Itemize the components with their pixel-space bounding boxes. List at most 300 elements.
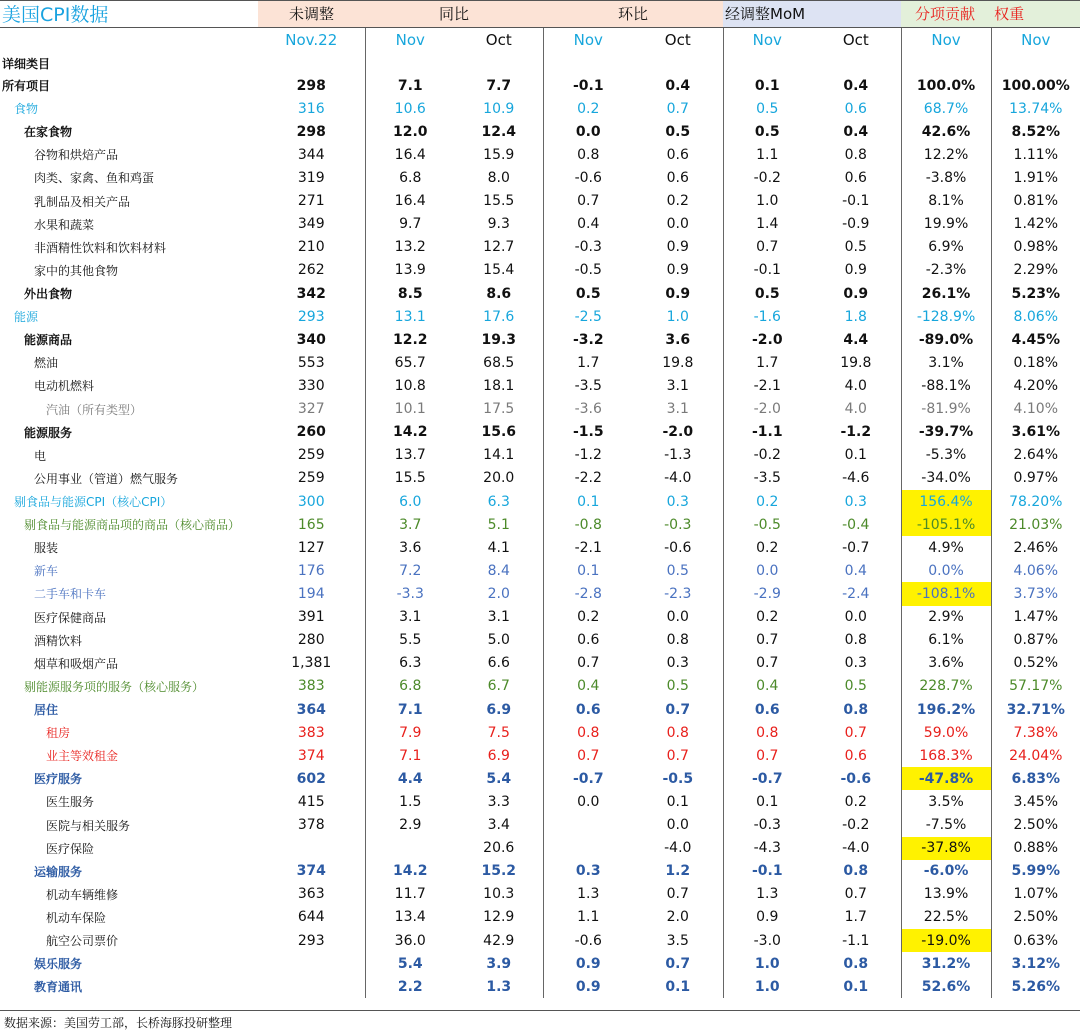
cell-mom-nov: 0.1 xyxy=(543,559,633,582)
cell-weight-nov: 2.46% xyxy=(991,536,1080,559)
row-label: 肉类、家禽、鱼和鸡蛋 xyxy=(34,171,155,186)
cell-weight-nov: 1.11% xyxy=(991,143,1080,166)
cell-sa-nov: -2.1 xyxy=(723,374,811,397)
cell-sa-oct: 0.1 xyxy=(844,447,867,464)
cell-sa-nov: 0.0 xyxy=(723,559,811,582)
cell-sa-nov: -1.6 xyxy=(723,305,811,328)
cell-contrib-nov: 12.2% xyxy=(901,143,991,166)
cell-sa-oct: 0.1 xyxy=(843,978,869,995)
cell-contrib-nov: -128.9% xyxy=(901,305,991,328)
cell-mom-nov: 0.2 xyxy=(543,606,633,629)
cell-mom-nov: -0.6 xyxy=(543,166,633,189)
row-label: 烟草和吸烟产品 xyxy=(34,656,119,671)
cell-mom-nov: 1.3 xyxy=(543,883,633,906)
cell-contrib-nov: 0.0% xyxy=(901,559,991,582)
row-label: 电 xyxy=(34,448,47,463)
cell-unadj: 127 xyxy=(297,539,325,556)
cell-mom-oct: 0.7 xyxy=(665,701,691,718)
cell-unadj: 260 xyxy=(296,424,326,441)
cell-weight-nov: 2.50% xyxy=(991,814,1080,837)
cell-yoy-oct: 5.4 xyxy=(486,770,512,787)
cell-yoy-nov: 3.6 xyxy=(365,536,455,559)
cell-yoy-nov: 6.0 xyxy=(365,490,455,513)
cell-sa-nov: 0.9 xyxy=(723,906,811,929)
cell-yoy-nov: 13.1 xyxy=(365,305,455,328)
cell-mom-nov: 0.2 xyxy=(543,97,633,120)
cell-yoy-oct: 2.0 xyxy=(487,585,510,602)
table-row xyxy=(0,190,1080,213)
cell-mom-oct: 0.3 xyxy=(666,493,689,510)
cell-unadj: 330 xyxy=(297,377,325,394)
cell-weight-nov: 6.83% xyxy=(991,767,1080,790)
header-weight: 权重 xyxy=(994,5,1025,23)
cell-unadj: 259 xyxy=(297,447,325,464)
cell-yoy-oct: 6.6 xyxy=(487,655,510,672)
header-unadj: 未调整 xyxy=(258,0,365,28)
cell-yoy-nov: 1.5 xyxy=(365,790,455,813)
subheader-mom-nov: Nov xyxy=(543,28,633,53)
cell-mom-nov: 0.9 xyxy=(543,975,633,998)
cell-contrib-nov: 3.6% xyxy=(901,652,991,675)
table-row xyxy=(0,744,1080,767)
cell-unadj: 391 xyxy=(297,609,325,626)
cell-sa-nov: -3.0 xyxy=(723,929,811,952)
cell-contrib-nov: 13.9% xyxy=(901,883,991,906)
row-label: 家中的其他食物 xyxy=(34,263,119,278)
cell-weight-nov: 57.17% xyxy=(991,675,1080,698)
row-label: 医生服务 xyxy=(46,795,95,810)
cell-mom-oct: 0.9 xyxy=(666,262,689,279)
cell-weight-nov: 2.50% xyxy=(991,906,1080,929)
cell-mom-oct: -2.3 xyxy=(664,585,692,602)
cell-mom-oct: 0.5 xyxy=(666,562,689,579)
cell-yoy-oct: 17.5 xyxy=(483,401,515,418)
cell-yoy-nov: 10.1 xyxy=(365,398,455,421)
cell-sa-nov: -2.0 xyxy=(723,398,811,421)
table-row xyxy=(0,606,1080,629)
row-label: 在家食物 xyxy=(24,125,73,140)
cell-mom-nov: -0.3 xyxy=(543,236,633,259)
cell-mom-oct: 0.0 xyxy=(666,609,689,626)
cell-yoy-nov: 3.7 xyxy=(365,513,455,536)
cell-mom-nov: 0.6 xyxy=(543,698,633,721)
cell-contrib-nov: 3.1% xyxy=(901,351,991,374)
cell-sa-oct: 1.7 xyxy=(844,909,867,926)
cell-sa-oct: 0.4 xyxy=(843,123,869,140)
cell-contrib-nov: 59.0% xyxy=(901,721,991,744)
cell-contrib-nov: 42.6% xyxy=(901,120,991,143)
cell-mom-oct: 0.5 xyxy=(666,678,689,695)
cell-unadj: 298 xyxy=(296,77,326,94)
cell-weight-nov: 5.99% xyxy=(991,860,1080,883)
table-row xyxy=(0,837,1080,860)
cell-yoy-nov: 7.1 xyxy=(365,744,455,767)
row-label: 运输服务 xyxy=(34,864,83,879)
cell-yoy-oct: 17.6 xyxy=(483,308,515,325)
cell-weight-nov: 4.10% xyxy=(991,398,1080,421)
table-row xyxy=(0,929,1080,952)
cell-mom-oct: 0.7 xyxy=(666,886,689,903)
cell-yoy-oct: 12.9 xyxy=(483,909,515,926)
cell-weight-nov: 3.12% xyxy=(991,952,1080,975)
cell-mom-nov: 0.4 xyxy=(543,675,633,698)
cell-yoy-nov: 3.1 xyxy=(365,606,455,629)
cell-sa-nov: -2.0 xyxy=(723,328,811,351)
cell-mom-nov: -0.8 xyxy=(543,513,633,536)
cell-sa-nov: 0.7 xyxy=(723,744,811,767)
cell-sa-nov: -2.9 xyxy=(723,582,811,605)
cell-yoy-oct: 3.4 xyxy=(487,817,510,834)
row-label: 电动机燃料 xyxy=(34,379,95,394)
cell-yoy-nov: 15.5 xyxy=(365,467,455,490)
table-row xyxy=(0,721,1080,744)
cell-mom-oct: 0.0 xyxy=(666,817,689,834)
table-row xyxy=(0,213,1080,236)
cell-yoy-oct: 18.1 xyxy=(483,377,515,394)
cell-mom-oct: 0.6 xyxy=(666,146,689,163)
cell-sa-nov: -0.7 xyxy=(723,767,811,790)
cell-sa-nov: 0.2 xyxy=(723,606,811,629)
cell-weight-nov: 0.63% xyxy=(991,929,1080,952)
cell-mom-nov: 1.7 xyxy=(543,351,633,374)
cell-sa-oct: 0.8 xyxy=(843,955,869,972)
cell-weight-nov: 32.71% xyxy=(991,698,1080,721)
row-label: 外出食物 xyxy=(24,287,73,302)
cell-unadj: 165 xyxy=(297,516,325,533)
cell-weight-nov: 1.42% xyxy=(991,213,1080,236)
cell-sa-oct: -0.1 xyxy=(842,193,870,210)
cell-yoy-nov: 9.7 xyxy=(365,213,455,236)
cell-weight-nov: 2.64% xyxy=(991,444,1080,467)
cell-yoy-nov: 8.5 xyxy=(365,282,455,305)
cell-sa-nov: -0.1 xyxy=(723,259,811,282)
cell-mom-oct: 1.2 xyxy=(665,863,691,880)
cell-sa-nov: -1.1 xyxy=(723,421,811,444)
cell-unadj xyxy=(258,975,365,998)
cell-sa-oct: 0.8 xyxy=(844,146,867,163)
row-label: 能源 xyxy=(14,310,39,325)
cell-yoy-nov: 13.4 xyxy=(365,906,455,929)
cell-yoy-nov: 11.7 xyxy=(365,883,455,906)
cell-yoy-nov: 7.2 xyxy=(365,559,455,582)
cell-yoy-nov: 14.2 xyxy=(365,421,455,444)
table-row xyxy=(0,421,1080,444)
cell-unadj: 1,381 xyxy=(291,655,332,672)
row-label: 能源商品 xyxy=(24,333,73,348)
cell-yoy-oct: 10.3 xyxy=(483,886,515,903)
row-label: 教育通讯 xyxy=(34,980,83,995)
cell-mom-oct: 3.1 xyxy=(666,377,689,394)
subheader-unadj: Nov.22 xyxy=(285,31,338,49)
cell-contrib-nov: -2.3% xyxy=(901,259,991,282)
cell-unadj: 378 xyxy=(297,817,325,834)
cell-contrib-nov: -39.7% xyxy=(901,421,991,444)
cell-weight-nov: 5.23% xyxy=(991,282,1080,305)
table-row xyxy=(0,767,1080,790)
subheader-row xyxy=(0,28,1080,53)
cell-sa-nov: 1.3 xyxy=(723,883,811,906)
cell-mom-nov: -2.5 xyxy=(543,305,633,328)
cell-unadj: 176 xyxy=(297,562,325,579)
cell-weight-nov: 1.07% xyxy=(991,883,1080,906)
cell-unadj: 293 xyxy=(297,308,325,325)
cell-sa-nov: -0.3 xyxy=(723,814,811,837)
cell-yoy-nov: 2.2 xyxy=(365,975,455,998)
cell-contrib-nov: 3.5% xyxy=(901,790,991,813)
cell-mom-oct: 19.8 xyxy=(662,354,694,371)
table-row xyxy=(0,536,1080,559)
cell-sa-nov: -0.2 xyxy=(723,444,811,467)
cell-weight-nov: 0.88% xyxy=(991,837,1080,860)
cell-weight-nov: 2.29% xyxy=(991,259,1080,282)
cell-weight-nov: 0.98% xyxy=(991,236,1080,259)
cell-contrib-nov: 2.9% xyxy=(901,606,991,629)
cell-sa-oct: 0.9 xyxy=(844,262,867,279)
cell-sa-oct: -4.0 xyxy=(842,840,870,857)
cell-sa-nov: 0.1 xyxy=(723,74,811,97)
row-label: 乳制品及相关产品 xyxy=(34,194,131,209)
cell-yoy-nov: 16.4 xyxy=(365,190,455,213)
section-row xyxy=(0,52,1080,74)
cell-yoy-oct: 14.1 xyxy=(483,447,515,464)
cell-yoy-nov: 13.7 xyxy=(365,444,455,467)
cell-sa-nov: 0.7 xyxy=(723,652,811,675)
row-label: 机动车辆维修 xyxy=(46,887,119,902)
cell-yoy-nov: 10.6 xyxy=(365,97,455,120)
cell-mom-oct: 0.1 xyxy=(666,793,689,810)
cell-unadj: 553 xyxy=(297,354,325,371)
cell-sa-oct: 0.4 xyxy=(844,562,867,579)
table-row xyxy=(0,444,1080,467)
cell-contrib-nov: -5.3% xyxy=(901,444,991,467)
cell-sa-nov: 1.0 xyxy=(723,190,811,213)
cell-unadj: 300 xyxy=(297,493,325,510)
cell-yoy-nov xyxy=(365,837,455,860)
cell-unadj: 259 xyxy=(297,470,325,487)
row-label: 业主等效租金 xyxy=(46,749,119,764)
header-sa: 经调整MoM xyxy=(723,0,901,28)
cell-mom-oct: 0.2 xyxy=(666,193,689,210)
cell-yoy-nov: 12.0 xyxy=(365,120,455,143)
cell-contrib-nov: 4.9% xyxy=(901,536,991,559)
row-label: 机动车保险 xyxy=(46,910,107,925)
cell-mom-oct: -0.3 xyxy=(664,516,692,533)
table-row xyxy=(0,860,1080,883)
cell-sa-oct: 19.8 xyxy=(840,354,872,371)
cell-yoy-nov: 65.7 xyxy=(365,351,455,374)
cell-contrib-nov: -3.8% xyxy=(901,166,991,189)
cell-sa-nov: 0.4 xyxy=(723,675,811,698)
cell-weight-nov: 1.47% xyxy=(991,606,1080,629)
cell-yoy-nov: 4.4 xyxy=(365,767,455,790)
cell-mom-nov: 0.3 xyxy=(543,860,633,883)
cell-unadj: 364 xyxy=(296,701,326,718)
cell-yoy-nov: 6.3 xyxy=(365,652,455,675)
row-label: 能源服务 xyxy=(24,425,73,440)
cell-sa-oct: 4.4 xyxy=(843,331,869,348)
cell-sa-oct: 0.6 xyxy=(844,747,867,764)
cell-mom-oct: 2.0 xyxy=(666,909,689,926)
cell-sa-nov: 1.0 xyxy=(723,952,811,975)
cell-yoy-oct: 8.0 xyxy=(487,169,510,186)
cell-contrib-nov: -105.1% xyxy=(901,513,991,536)
cell-contrib-nov: 22.5% xyxy=(901,906,991,929)
table-row xyxy=(0,790,1080,813)
cell-yoy-nov: 36.0 xyxy=(365,929,455,952)
cell-yoy-nov: 5.5 xyxy=(365,629,455,652)
cell-yoy-nov: 6.8 xyxy=(365,166,455,189)
cell-weight-nov: 7.38% xyxy=(991,721,1080,744)
cell-weight-nov: 0.87% xyxy=(991,629,1080,652)
cell-sa-oct: 0.8 xyxy=(844,632,867,649)
cell-unadj: 210 xyxy=(297,239,325,256)
cell-weight-nov: 5.26% xyxy=(991,975,1080,998)
row-label: 酒精饮料 xyxy=(34,633,83,648)
row-label: 医院与相关服务 xyxy=(46,818,131,833)
cell-weight-nov: 24.04% xyxy=(991,744,1080,767)
cell-unadj: 602 xyxy=(296,770,326,787)
table-row xyxy=(0,975,1080,998)
subheader-yoy-nov: Nov xyxy=(365,28,455,53)
cell-yoy-oct: 6.7 xyxy=(487,678,510,695)
cell-sa-oct: 0.3 xyxy=(844,493,867,510)
cell-mom-nov: 0.5 xyxy=(543,282,633,305)
cell-yoy-oct: 6.3 xyxy=(487,493,510,510)
cell-mom-nov: -2.2 xyxy=(543,467,633,490)
cell-contrib-nov: -7.5% xyxy=(901,814,991,837)
cell-yoy-nov: 14.2 xyxy=(365,860,455,883)
cell-mom-oct: 0.8 xyxy=(666,724,689,741)
subheader-weight-nov: Nov xyxy=(991,28,1080,53)
cell-yoy-nov: 16.4 xyxy=(365,143,455,166)
cell-mom-nov: -0.6 xyxy=(543,929,633,952)
cell-yoy-oct: 8.6 xyxy=(486,285,512,302)
cell-sa-nov: 0.7 xyxy=(723,629,811,652)
table-row xyxy=(0,97,1080,120)
cell-weight-nov: 3.73% xyxy=(991,582,1080,605)
cell-yoy-nov: 13.9 xyxy=(365,259,455,282)
cell-yoy-oct: 15.5 xyxy=(483,193,515,210)
cell-mom-nov: 0.7 xyxy=(543,744,633,767)
table-row xyxy=(0,236,1080,259)
cell-mom-nov: 0.7 xyxy=(543,190,633,213)
cell-unadj: 349 xyxy=(297,216,325,233)
cell-mom-oct: 0.8 xyxy=(666,632,689,649)
cell-mom-oct: 3.5 xyxy=(666,932,689,949)
row-label: 剔食品与能源CPI（核心CPI） xyxy=(14,495,173,510)
cell-sa-oct: -2.4 xyxy=(842,585,870,602)
cell-sa-nov: 0.2 xyxy=(723,536,811,559)
row-label: 公用事业（管道）燃气服务 xyxy=(34,471,179,486)
cell-sa-nov: 0.6 xyxy=(723,698,811,721)
table-row xyxy=(0,74,1080,97)
row-label: 居住 xyxy=(34,703,59,717)
cell-sa-oct: 0.7 xyxy=(844,886,867,903)
row-label: 服装 xyxy=(34,541,59,556)
table-row xyxy=(0,629,1080,652)
cell-contrib-nov: 6.1% xyxy=(901,629,991,652)
cell-sa-oct: -0.2 xyxy=(842,817,870,834)
cell-contrib-nov: 100.0% xyxy=(901,74,991,97)
cell-unadj: 383 xyxy=(297,678,325,695)
table-row xyxy=(0,582,1080,605)
cell-unadj: 342 xyxy=(296,285,326,302)
cell-sa-oct: -0.7 xyxy=(842,539,870,556)
cell-sa-nov: -3.5 xyxy=(723,467,811,490)
cell-mom-oct: 3.1 xyxy=(666,401,689,418)
cell-contrib-nov: 31.2% xyxy=(901,952,991,975)
cell-sa-nov: -0.2 xyxy=(723,166,811,189)
row-label: 非酒精性饮料和饮料材料 xyxy=(34,240,167,255)
cell-yoy-nov: 12.2 xyxy=(365,328,455,351)
subheader-sa-nov: Nov xyxy=(723,28,811,53)
table-row xyxy=(0,883,1080,906)
cell-mom-oct: 0.9 xyxy=(665,285,691,302)
cell-mom-nov: 0.9 xyxy=(543,952,633,975)
header-row xyxy=(0,0,1080,28)
cell-unadj: 262 xyxy=(297,262,325,279)
cell-sa-oct: 0.8 xyxy=(843,701,869,718)
cell-mom-oct: -0.5 xyxy=(662,770,694,787)
cell-mom-nov: -2.8 xyxy=(543,582,633,605)
cell-unadj: 644 xyxy=(297,909,325,926)
section-label: 详细类目 xyxy=(2,56,51,71)
cell-yoy-oct: 20.6 xyxy=(483,840,515,857)
cell-mom-nov: -3.6 xyxy=(543,398,633,421)
cell-yoy-oct: 6.9 xyxy=(486,701,512,718)
header-yoy: 同比 xyxy=(365,0,543,28)
cell-mom-nov: 0.4 xyxy=(543,213,633,236)
cell-contrib-nov: -89.0% xyxy=(901,328,991,351)
cell-unadj: 271 xyxy=(297,193,325,210)
cell-mom-nov: -3.5 xyxy=(543,374,633,397)
cell-contrib-nov: -88.1% xyxy=(901,374,991,397)
cell-unadj: 363 xyxy=(297,886,325,903)
cell-mom-oct: -0.6 xyxy=(664,539,692,556)
cell-weight-nov: 3.61% xyxy=(991,421,1080,444)
cell-sa-oct: 4.0 xyxy=(844,401,867,418)
cell-unadj: 374 xyxy=(296,863,326,880)
cell-sa-nov: 1.0 xyxy=(723,975,811,998)
cell-unadj: 194 xyxy=(297,585,325,602)
cell-yoy-oct: 15.4 xyxy=(483,262,515,279)
cell-weight-nov: 1.91% xyxy=(991,166,1080,189)
cell-weight-nov: 3.45% xyxy=(991,790,1080,813)
cell-sa-oct: 0.5 xyxy=(844,678,867,695)
table-row xyxy=(0,120,1080,143)
cell-yoy-oct: 3.1 xyxy=(487,609,510,626)
cell-unadj: 383 xyxy=(297,724,325,741)
cell-sa-oct: -0.9 xyxy=(842,216,870,233)
cell-mom-oct: 0.6 xyxy=(666,169,689,186)
cell-yoy-oct: 12.4 xyxy=(481,123,517,140)
cell-contrib-nov: 6.9% xyxy=(901,236,991,259)
cell-yoy-oct: 19.3 xyxy=(481,331,517,348)
cell-sa-nov: 1.1 xyxy=(723,143,811,166)
cell-contrib-nov: 8.1% xyxy=(901,190,991,213)
cell-mom-oct: 0.5 xyxy=(665,123,691,140)
cell-unadj: 316 xyxy=(297,100,325,117)
cell-sa-nov: 0.5 xyxy=(723,97,811,120)
cell-yoy-nov: 5.4 xyxy=(365,952,455,975)
cell-mom-oct: 0.7 xyxy=(666,100,689,117)
cell-mom-oct: 0.3 xyxy=(666,655,689,672)
cell-yoy-oct: 4.1 xyxy=(487,539,510,556)
cell-yoy-oct: 5.0 xyxy=(487,632,510,649)
cell-mom-nov xyxy=(543,814,633,837)
cell-weight-nov: 21.03% xyxy=(991,513,1080,536)
cell-sa-oct: 0.8 xyxy=(843,863,869,880)
